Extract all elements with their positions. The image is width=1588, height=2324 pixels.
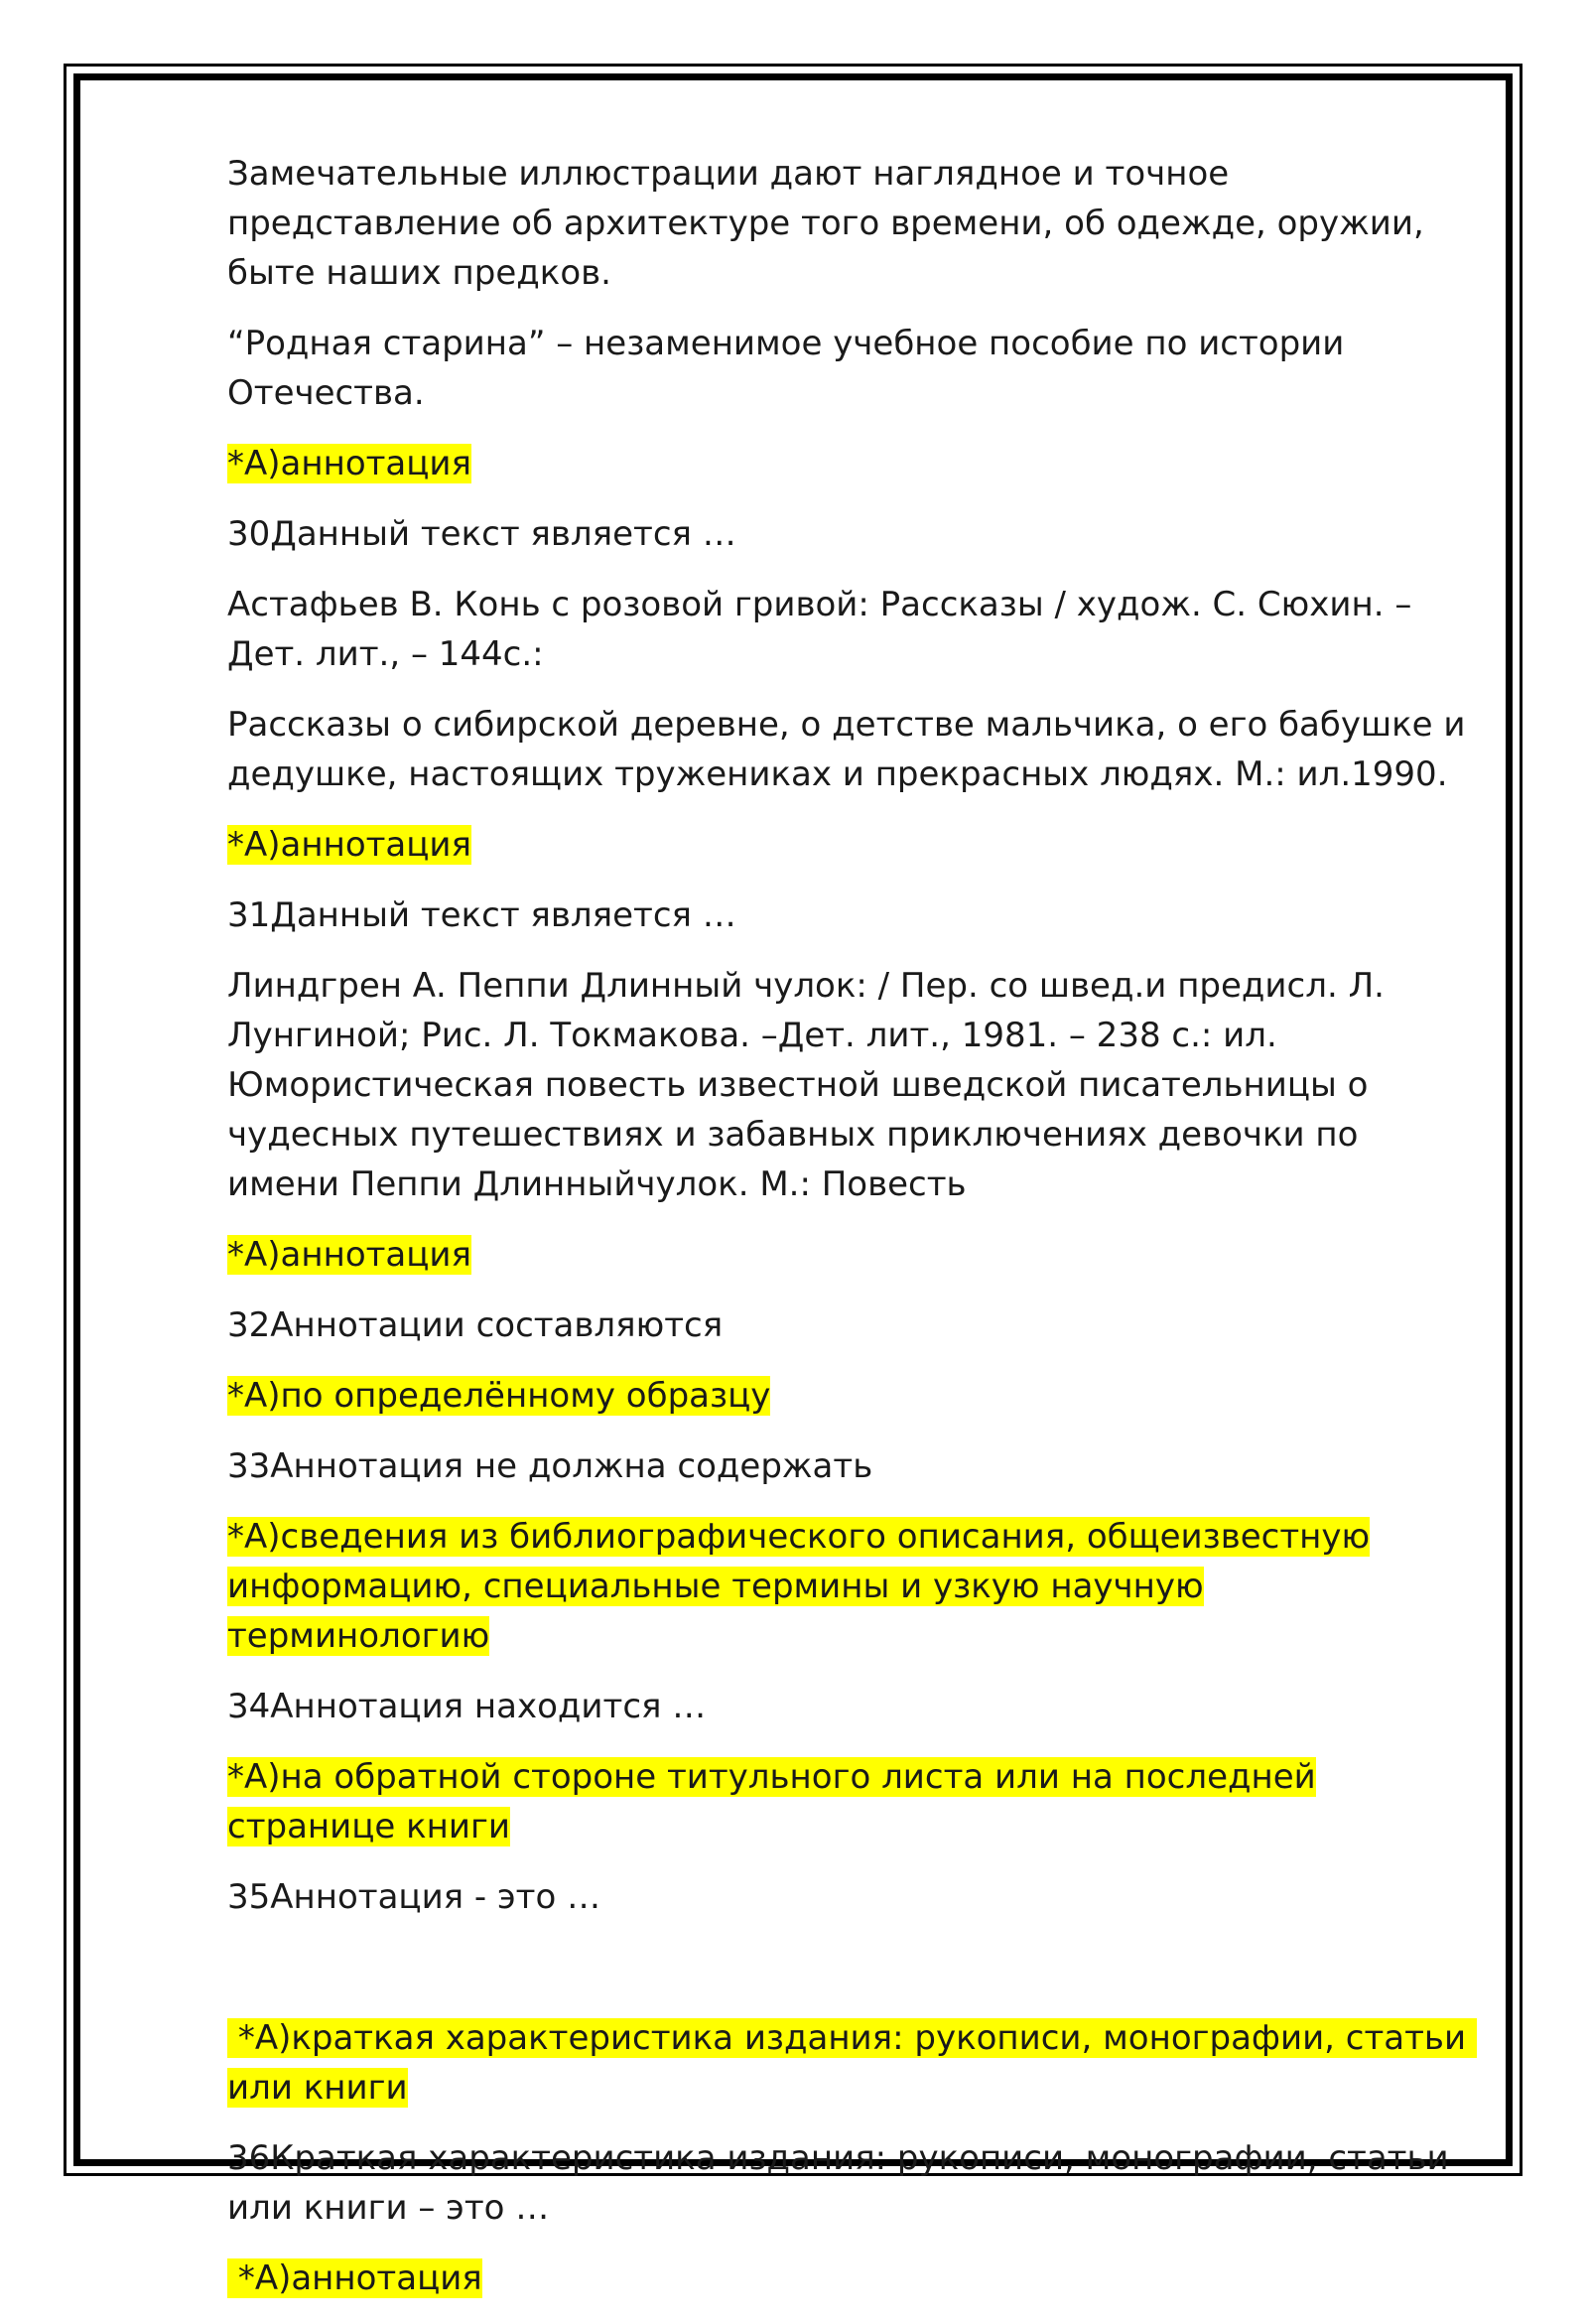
question-line [227,890,1468,940]
highlighted-answer: *А)аннотация [227,1235,471,1275]
highlighted-answer: *А)краткая характеристика издания: рукописи, монографии, статьи или книги [227,2018,1477,2108]
question-line [227,1441,1468,1491]
question-text: 30Данный текст является … [227,514,736,554]
highlighted-answer: *А)аннотация [227,2258,482,2298]
highlighted-answer: *А)аннотация [227,444,471,483]
answer-line [227,1512,1468,1661]
question-line [227,1872,1468,1922]
paragraph [227,961,1468,1209]
question-line [227,509,1468,559]
answer-line [227,820,1468,870]
question-text: 31Данный текст является … [227,895,736,935]
answer-line [227,1371,1468,1421]
highlighted-answer: *А)на обратной стороне титульного листа или на последней странице книги [227,1757,1316,1846]
highlighted-answer: *А)аннотация [227,825,471,865]
paragraph [227,700,1468,799]
paragraph [227,580,1468,679]
answer-line [227,439,1468,488]
document-body [227,149,1477,2324]
paragraph-text: Замечательные иллюстрации дают наглядное и точное представление об архитектуре того времени, об одежде, оружии, быте наших предков. [227,154,1424,293]
question-line [227,1682,1468,1731]
highlighted-answer: *А)по определённому образцу [227,1376,771,1416]
answer-line [227,1230,1468,1280]
question-text: 34Аннотация находится … [227,1687,707,1726]
question-text: 33Аннотация не должна содержать [227,1446,873,1486]
question-text: 36Краткая характеристика издания: рукописи, монографии, статьи или книги – это … [227,2138,1449,2228]
answer-line [227,2254,1468,2303]
paragraph-text: Астафьев В. Конь с розовой гривой: Рассказы / худож. С. Сюхин. – Дет. лит., – 144с.: [227,585,1412,674]
paragraph-text: “Родная старина” – незаменимое учебное пособие по истории Отечества. [227,324,1345,413]
question-text: 35Аннотация - это … [227,1877,601,1917]
question-line [227,1300,1468,1350]
paragraph-text: Рассказы о сибирской деревне, о детстве мальчика, о его бабушке и дедушке, настоящих тружениках и прекрасных людях. М.: ил.1990. [227,705,1466,794]
paragraph [227,319,1468,418]
blank-line [227,1943,1468,2013]
highlighted-answer: *А)сведения из библиографического описания, общеизвестную информацию, специальные термины и узкую научную терминологию [227,1517,1371,1656]
answer-line [227,1752,1468,1851]
paragraph-text: Линдгрен А. Пеппи Длинный чулок: / Пер. со швед.и предисл. Л. Лунгиной; Рис. Л. Токмакова. –Дет. лит., 1981. – 238 с.: ил. Юмористическая повесть известной шведской писательницы о чудесных путешествиях и забавных приключениях девочки по имени Пеппи Длинныйчулок. М.: Повесть [227,966,1385,1204]
question-text: 32Аннотации составляются [227,1305,724,1345]
paragraph [227,149,1468,298]
question-line [227,2133,1468,2233]
answer-line [227,2013,1477,2113]
